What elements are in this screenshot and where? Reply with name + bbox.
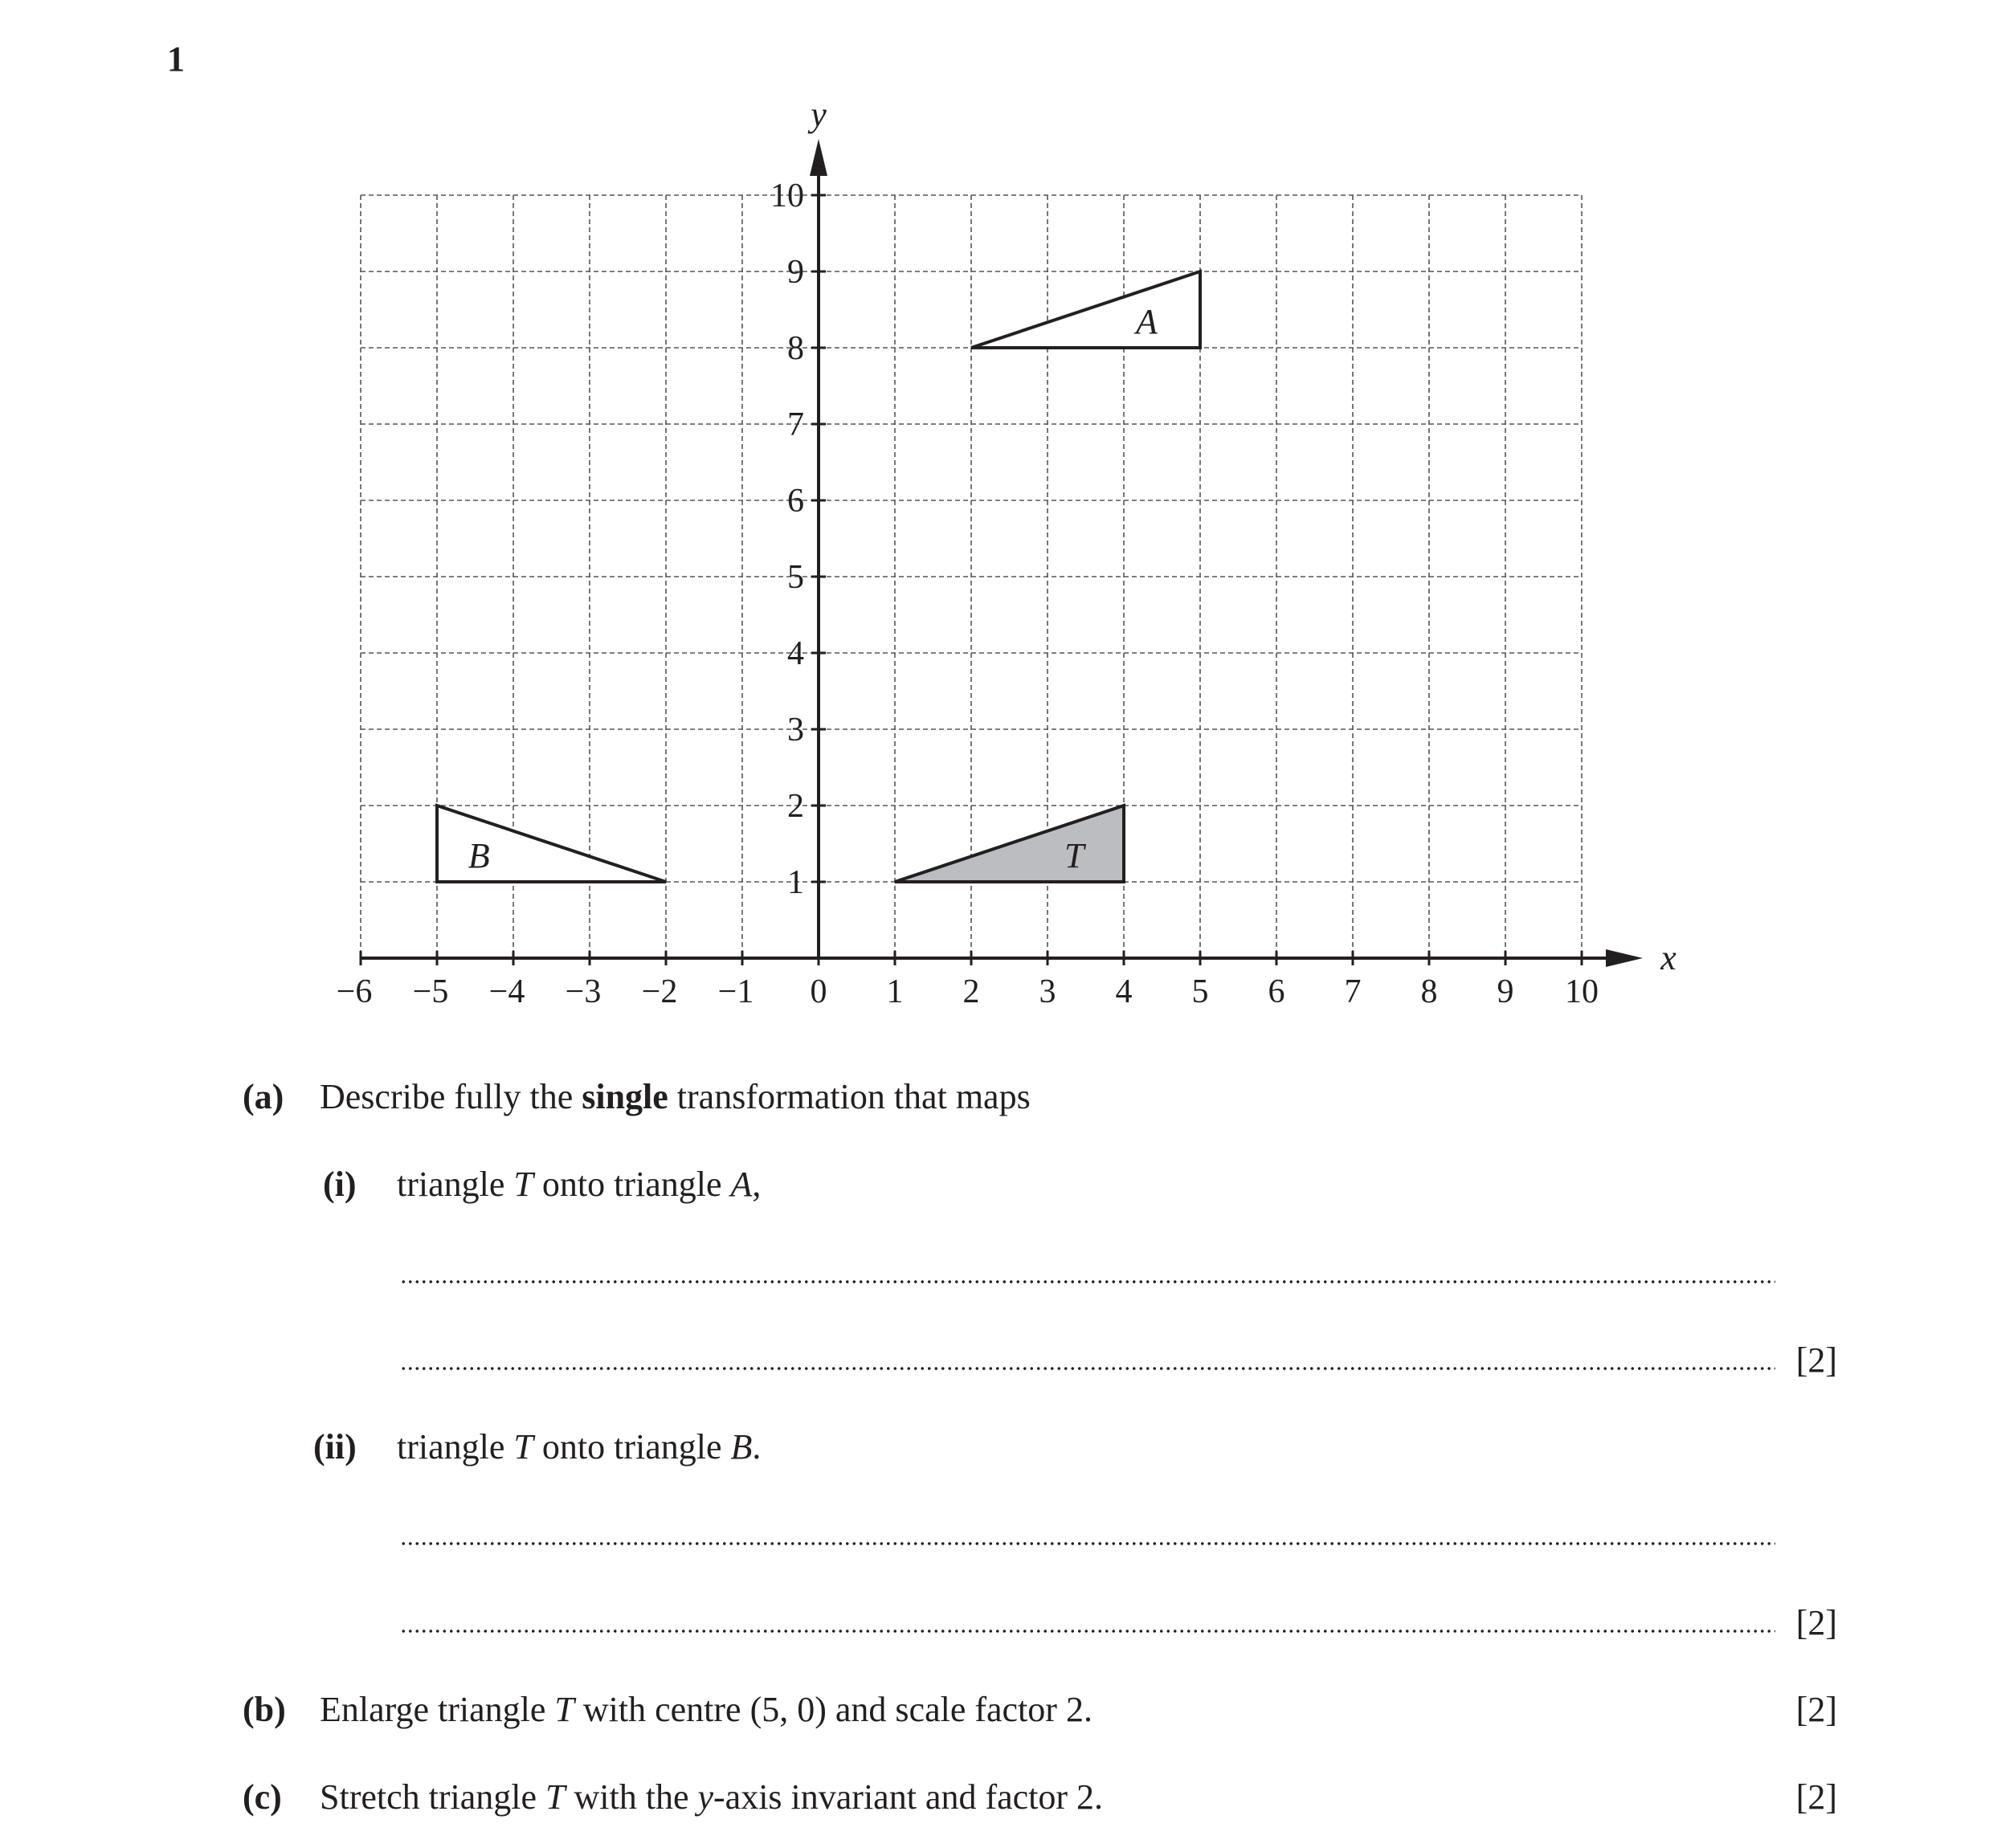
y-tick-label: 10 [770, 177, 804, 214]
part-a-ii-text: triangle T onto triangle B. [397, 1427, 762, 1467]
x-axis-arrow [1606, 949, 1643, 967]
triangle-t [895, 806, 1124, 882]
part-c-text: Stretch triangle T with the y-axis invariant and factor 2. [320, 1777, 1104, 1817]
x-tick-label: 8 [1420, 973, 1438, 1010]
x-tick-label: 0 [810, 973, 827, 1010]
y-tick-label: 9 [787, 254, 804, 291]
tick-labels [337, 177, 1599, 1010]
x-tick-label: −6 [336, 973, 373, 1010]
y-tick-label: 3 [787, 712, 804, 749]
x-tick-label: −3 [565, 973, 602, 1010]
y-tick-label: 6 [787, 483, 804, 520]
marks-c: [2] [1795, 1777, 1837, 1817]
marks-a-ii: [2] [1795, 1603, 1837, 1642]
answer-line[interactable] [400, 1628, 1775, 1634]
question-number: 1 [167, 39, 185, 79]
triangle-a [971, 271, 1200, 348]
y-tick-label: 1 [787, 864, 804, 901]
triangle-label-a: A [1136, 301, 1158, 341]
answer-line[interactable] [400, 1365, 1775, 1372]
answer-line[interactable] [400, 1279, 1775, 1285]
x-tick-label: 10 [1565, 973, 1599, 1010]
marks-b: [2] [1795, 1690, 1837, 1729]
x-tick-label: 9 [1497, 973, 1514, 1010]
x-tick-label: 2 [962, 973, 980, 1010]
triangle-label-t: T [1064, 835, 1084, 875]
x-tick-label: −4 [488, 973, 525, 1010]
x-tick-label: 6 [1268, 973, 1285, 1010]
part-a-ii-label: (ii) [313, 1427, 357, 1467]
y-tick-label: 5 [787, 559, 804, 596]
y-tick-label: 2 [787, 788, 804, 825]
x-tick-label: 7 [1344, 973, 1362, 1010]
part-a-text: Describe fully the single transformation that maps [320, 1077, 1031, 1116]
x-tick-label: −5 [412, 973, 449, 1010]
part-b-label: (b) [243, 1690, 286, 1729]
answer-line[interactable] [400, 1540, 1775, 1547]
y-tick-label: 8 [787, 330, 804, 367]
x-tick-label: −2 [641, 973, 678, 1010]
part-b-text: Enlarge triangle T with centre (5, 0) and scale factor 2. [320, 1690, 1092, 1729]
x-tick-label: 5 [1191, 973, 1209, 1010]
x-tick-label: 1 [886, 973, 904, 1010]
y-axis-label: y [811, 95, 827, 134]
part-a-i-text: triangle T onto triangle A, [397, 1165, 762, 1204]
part-a-i-label: (i) [323, 1165, 357, 1204]
part-a-label: (a) [243, 1077, 284, 1116]
x-tick-label: 3 [1039, 973, 1056, 1010]
y-tick-label: 4 [787, 635, 804, 672]
part-c-label: (c) [243, 1777, 282, 1817]
x-tick-label: 4 [1115, 973, 1133, 1010]
marks-a-i: [2] [1795, 1340, 1837, 1380]
triangle-label-b: B [468, 835, 490, 875]
x-axis-label: x [1660, 938, 1676, 977]
x-tick-label: −1 [717, 973, 754, 1010]
y-axis-arrow [810, 139, 827, 176]
y-tick-label: 7 [787, 406, 804, 443]
